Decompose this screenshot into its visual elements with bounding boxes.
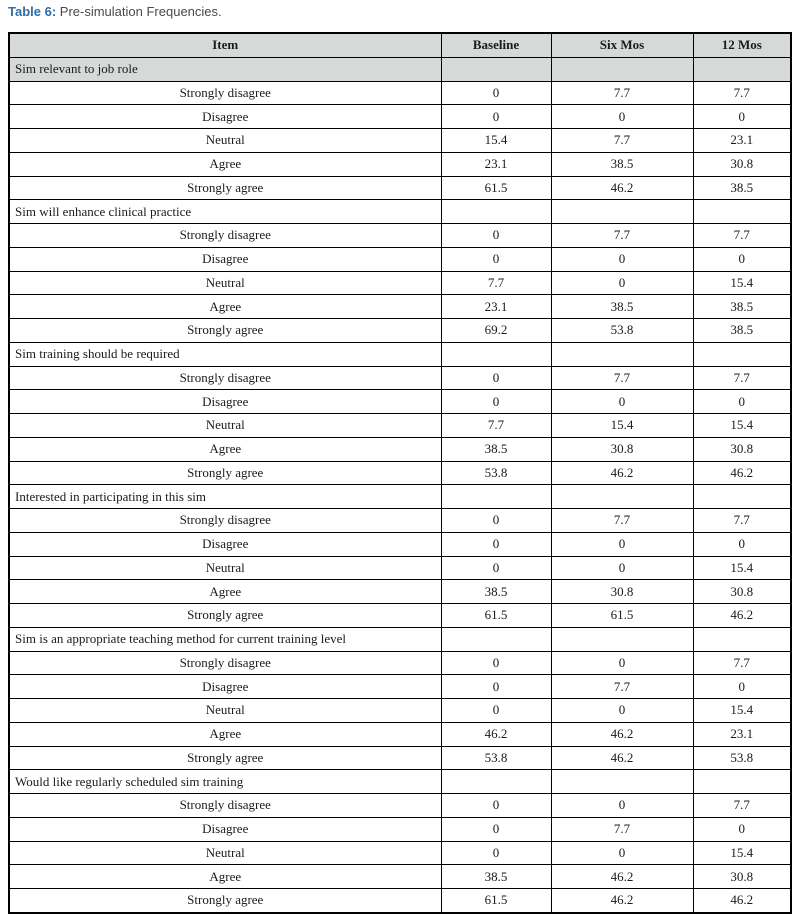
section-empty-cell [441,770,551,794]
value-cell: 30.8 [693,580,791,604]
response-label: Agree [9,580,441,604]
response-label: Neutral [9,414,441,438]
column-header-12-mos: 12 Mos [693,33,791,57]
value-cell: 7.7 [693,794,791,818]
value-cell: 61.5 [441,889,551,913]
value-cell: 53.8 [441,461,551,485]
response-row [9,509,791,533]
value-cell: 7.7 [551,817,693,841]
response-label: Strongly agree [9,319,441,343]
section-empty-cell [693,342,791,366]
column-header-item: Item [9,33,441,57]
section-empty-cell [441,485,551,509]
response-label: Disagree [9,675,441,699]
value-cell: 30.8 [693,437,791,461]
response-row [9,295,791,319]
table-caption-text: Pre-simulation Frequencies. [56,4,222,19]
section-empty-cell [551,627,693,651]
table-header-row [9,33,791,57]
value-cell: 0 [441,841,551,865]
response-label: Strongly agree [9,746,441,770]
value-cell: 15.4 [693,414,791,438]
section-empty-cell [441,57,551,81]
value-cell: 0 [551,651,693,675]
response-label: Strongly disagree [9,81,441,105]
response-row [9,366,791,390]
section-row [9,627,791,651]
value-cell: 7.7 [693,81,791,105]
response-label: Disagree [9,105,441,129]
response-label: Neutral [9,271,441,295]
value-cell: 53.8 [551,319,693,343]
value-cell: 46.2 [693,889,791,913]
response-row [9,437,791,461]
response-label: Agree [9,437,441,461]
section-item-label: Sim is an appropriate teaching method for current training level [9,627,441,651]
value-cell: 15.4 [693,841,791,865]
section-item-label: Sim training should be required [9,342,441,366]
section-row [9,200,791,224]
section-row [9,485,791,509]
value-cell: 38.5 [693,295,791,319]
section-row [9,770,791,794]
response-label: Neutral [9,699,441,723]
value-cell: 0 [693,390,791,414]
section-empty-cell [693,627,791,651]
value-cell: 0 [551,390,693,414]
value-cell: 0 [551,841,693,865]
value-cell: 0 [441,532,551,556]
value-cell: 7.7 [693,366,791,390]
response-label: Disagree [9,247,441,271]
section-row [9,57,791,81]
value-cell: 23.1 [441,152,551,176]
value-cell: 0 [693,105,791,129]
value-cell: 53.8 [441,746,551,770]
response-row [9,247,791,271]
value-cell: 0 [441,675,551,699]
value-cell: 0 [693,532,791,556]
response-row [9,794,791,818]
value-cell: 0 [441,366,551,390]
section-item-label: Would like regularly scheduled sim training [9,770,441,794]
response-row [9,532,791,556]
value-cell: 61.5 [441,604,551,628]
value-cell: 23.1 [693,722,791,746]
section-empty-cell [551,342,693,366]
value-cell: 30.8 [551,580,693,604]
value-cell: 38.5 [551,295,693,319]
response-label: Neutral [9,556,441,580]
value-cell: 46.2 [551,722,693,746]
response-label: Agree [9,295,441,319]
response-row [9,176,791,200]
response-label: Agree [9,722,441,746]
response-row [9,651,791,675]
value-cell: 15.4 [693,271,791,295]
value-cell: 23.1 [693,129,791,153]
value-cell: 0 [441,224,551,248]
response-row [9,746,791,770]
section-row [9,342,791,366]
response-label: Neutral [9,841,441,865]
value-cell: 7.7 [551,129,693,153]
response-label: Agree [9,152,441,176]
value-cell: 7.7 [551,366,693,390]
value-cell: 46.2 [551,746,693,770]
section-empty-cell [693,200,791,224]
value-cell: 30.8 [693,152,791,176]
table-caption-label: Table 6: [8,4,57,19]
table-caption [8,3,222,20]
response-row [9,817,791,841]
value-cell: 0 [693,247,791,271]
value-cell: 61.5 [441,176,551,200]
value-cell: 30.8 [551,437,693,461]
value-cell: 46.2 [693,604,791,628]
section-item-label: Sim will enhance clinical practice [9,200,441,224]
value-cell: 7.7 [693,224,791,248]
value-cell: 23.1 [441,295,551,319]
table-body [9,57,791,913]
value-cell: 0 [441,105,551,129]
response-row [9,105,791,129]
value-cell: 38.5 [693,176,791,200]
value-cell: 0 [441,817,551,841]
value-cell: 7.7 [693,509,791,533]
value-cell: 0 [441,556,551,580]
section-empty-cell [551,57,693,81]
response-label: Disagree [9,390,441,414]
value-cell: 46.2 [441,722,551,746]
pre-simulation-frequencies-table [8,32,792,914]
response-row [9,604,791,628]
response-row [9,129,791,153]
value-cell: 0 [551,532,693,556]
response-label: Disagree [9,817,441,841]
section-empty-cell [441,627,551,651]
value-cell: 15.4 [693,556,791,580]
value-cell: 46.2 [693,461,791,485]
section-empty-cell [551,770,693,794]
table-header [9,33,791,57]
value-cell: 38.5 [551,152,693,176]
value-cell: 46.2 [551,865,693,889]
response-row [9,390,791,414]
value-cell: 30.8 [693,865,791,889]
value-cell: 46.2 [551,176,693,200]
response-row [9,580,791,604]
value-cell: 0 [693,817,791,841]
response-row [9,889,791,913]
response-label: Strongly disagree [9,651,441,675]
response-row [9,224,791,248]
response-label: Neutral [9,129,441,153]
value-cell: 46.2 [551,889,693,913]
value-cell: 0 [441,699,551,723]
value-cell: 38.5 [441,865,551,889]
value-cell: 0 [551,105,693,129]
response-row [9,81,791,105]
value-cell: 0 [693,675,791,699]
response-label: Strongly agree [9,461,441,485]
value-cell: 0 [441,509,551,533]
value-cell: 7.7 [551,224,693,248]
response-label: Agree [9,865,441,889]
response-label: Strongly agree [9,176,441,200]
value-cell: 0 [551,556,693,580]
response-label: Strongly disagree [9,794,441,818]
value-cell: 15.4 [441,129,551,153]
value-cell: 7.7 [441,414,551,438]
section-empty-cell [693,770,791,794]
value-cell: 0 [441,81,551,105]
value-cell: 0 [441,794,551,818]
value-cell: 61.5 [551,604,693,628]
response-row [9,152,791,176]
response-row [9,865,791,889]
section-empty-cell [693,485,791,509]
response-row [9,841,791,865]
response-row [9,461,791,485]
section-empty-cell [693,57,791,81]
response-row [9,414,791,438]
response-label: Strongly disagree [9,366,441,390]
response-row [9,271,791,295]
section-empty-cell [441,342,551,366]
value-cell: 0 [551,699,693,723]
value-cell: 46.2 [551,461,693,485]
response-row [9,319,791,343]
value-cell: 15.4 [693,699,791,723]
column-header-baseline: Baseline [441,33,551,57]
section-item-label: Sim relevant to job role [9,57,441,81]
value-cell: 38.5 [441,437,551,461]
response-label: Strongly agree [9,889,441,913]
value-cell: 0 [551,247,693,271]
response-label: Strongly agree [9,604,441,628]
response-label: Strongly disagree [9,224,441,248]
value-cell: 0 [551,794,693,818]
value-cell: 0 [441,651,551,675]
value-cell: 0 [441,390,551,414]
value-cell: 38.5 [693,319,791,343]
value-cell: 7.7 [551,81,693,105]
response-row [9,699,791,723]
section-empty-cell [551,485,693,509]
value-cell: 69.2 [441,319,551,343]
section-item-label: Interested in participating in this sim [9,485,441,509]
value-cell: 7.7 [693,651,791,675]
value-cell: 0 [551,271,693,295]
section-empty-cell [441,200,551,224]
column-header-six-mos: Six Mos [551,33,693,57]
response-label: Strongly disagree [9,509,441,533]
value-cell: 53.8 [693,746,791,770]
value-cell: 15.4 [551,414,693,438]
response-label: Disagree [9,532,441,556]
response-row [9,675,791,699]
response-row [9,556,791,580]
value-cell: 7.7 [441,271,551,295]
response-row [9,722,791,746]
value-cell: 38.5 [441,580,551,604]
value-cell: 7.7 [551,509,693,533]
value-cell: 0 [441,247,551,271]
value-cell: 7.7 [551,675,693,699]
section-empty-cell [551,200,693,224]
